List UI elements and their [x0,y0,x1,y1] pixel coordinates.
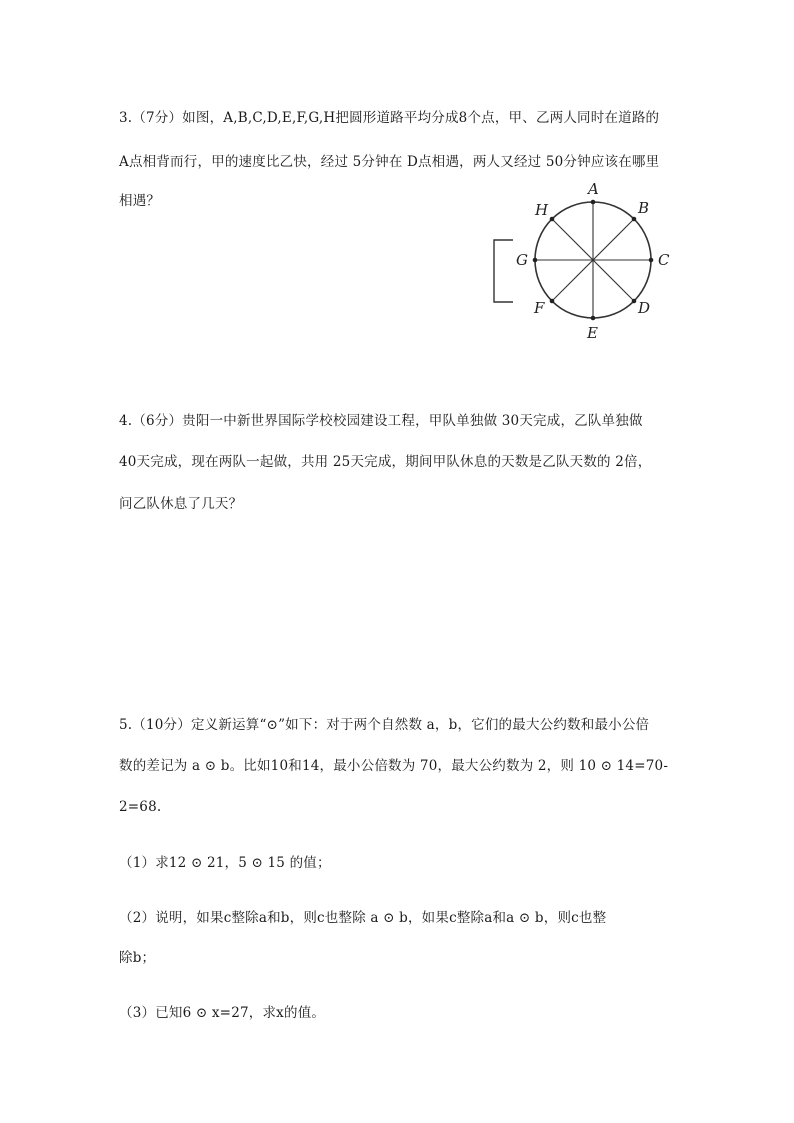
q4-line-3: 问乙队休息了几天？ [119,496,243,512]
q5-line-3: 2=68. [119,799,162,815]
label-g: G [516,251,528,269]
q5-sub-2-line-2: 除b； [119,950,156,966]
label-c: C [658,251,670,269]
label-b: B [638,199,650,217]
point-f [550,299,555,304]
q3-line-2: A点相背而行，甲的速度比乙快，经过 5分钟在 D点相遇，两人又经过 50分钟应该在哪里 [119,154,660,170]
point-c [649,258,654,263]
circle-road-figure [480,170,690,350]
point-g [533,258,538,263]
label-a: A [588,180,599,198]
point-d [632,299,637,304]
point-e [591,316,596,321]
q4-line-2: 40天完成，现在两队一起做，共用 25天完成，期间甲队休息的天数是乙队天数的 2倍， [119,454,652,470]
q3-line-1: 3.（7分）如图，A,B,C,D,E,F,G,H把圆形道路平均分成8个点，甲、乙两人同时在道路的 [119,110,660,126]
q5-sub-2-line-1: （2）说明，如果c整除a和b，则c也整除 a ⊙ b，如果c整除a和a ⊙ b，则c也整 [119,910,607,926]
point-b [632,217,637,222]
label-h: H [535,201,549,219]
q5-sub-3: （3）已知6 ⊙ x=27，求x的值。 [119,1005,326,1021]
point-a [591,200,596,205]
label-d: D [638,299,651,317]
q5-sub-1: （1）求12 ⊙ 21，5 ⊙ 15 的值； [119,855,331,871]
label-f: F [534,299,545,317]
bracket-mark [494,240,513,302]
label-e: E [587,324,598,342]
point-h [550,217,555,222]
q4-line-1: 4.（6分）贵阳一中新世界国际学校校园建设工程，甲队单独做 30天完成，乙队单独做 [119,413,643,429]
q3-line-3: 相遇？ [119,193,161,209]
q5-line-2: 数的差记为 a ⊙ b。比如10和14，最小公倍数为 70，最大公约数为 2，则 10 ⊙ 14=70- [119,758,669,774]
q5-line-1: 5.（10分）定义新运算“⊙”如下：对于两个自然数 a，b，它们的最大公约数和最小公倍 [119,717,650,733]
circle-diagram [480,170,690,350]
